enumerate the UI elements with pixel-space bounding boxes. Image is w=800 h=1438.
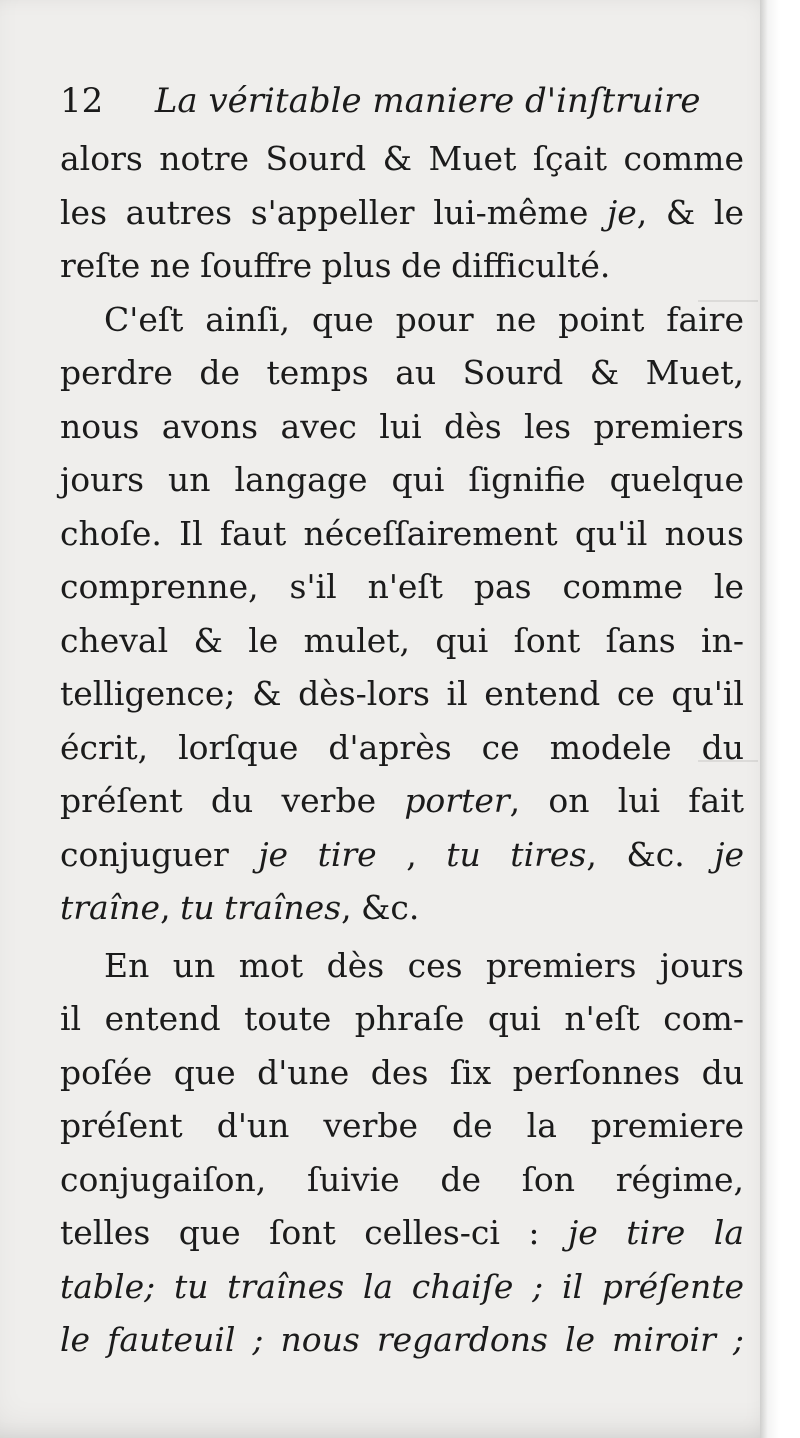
running-head — [60, 70, 744, 132]
text-line: nous avons avec lui dès les premiers — [60, 406, 744, 446]
page-text — [60, 70, 744, 1367]
text-line: poſée que d'une des ſix perſonnes du — [60, 1052, 744, 1092]
page-edge — [760, 0, 780, 1438]
text-line: préſent d'un verbe de la premiere — [60, 1106, 744, 1145]
text-line: perdre de temps au Sourd & Muet, — [60, 353, 744, 392]
text-line: reſte ne ſouffre plus de difficulté. — [60, 246, 611, 285]
text-line: En un mot dès ces premiers jours — [104, 945, 744, 985]
text-line: conjugaiſon, ſuivie de ſon régime, — [60, 1159, 744, 1199]
text-line: les autres s'appeller lui-même je, & le — [60, 192, 744, 232]
text-line: il entend toute phraſe qui n'eſt com- — [60, 999, 744, 1038]
text-line: préſent du verbe porter, on lui fait — [60, 781, 744, 820]
text-line: jours un langage qui ſignifie quelque — [60, 460, 744, 499]
text-line: écrit, lorſque d'après ce modele du — [60, 727, 744, 767]
text-line: C'eſt ainſi, que pour ne point faire — [104, 299, 744, 339]
text-line: le fauteuil ; nous regardons le miroir ; — [60, 1320, 744, 1359]
page-number: 12 — [60, 81, 104, 121]
text-line: telligence; & dès-lors il entend ce qu'il — [60, 674, 744, 713]
text-line: telles que ſont celles-ci : je tire la — [60, 1213, 744, 1252]
text-line: cheval & le mulet, qui ſont ſans in- — [60, 620, 744, 660]
text-line: alors notre Sourd & Muet ſçait comme — [60, 139, 744, 178]
text-line: conjuguer je tire , tu tires, &c. je — [60, 834, 745, 874]
text-line: table; tu traînes la chaiſe ; il préſente — [60, 1266, 744, 1306]
running-title: La véritable maniere d'inſtruire — [154, 81, 701, 121]
text-line: comprenne, s'il n'eſt pas comme le — [60, 567, 744, 606]
text-line: choſe. Il faut néceſſairement qu'il nous — [60, 513, 744, 553]
text-line: traîne, tu traînes, &c. — [60, 888, 420, 927]
